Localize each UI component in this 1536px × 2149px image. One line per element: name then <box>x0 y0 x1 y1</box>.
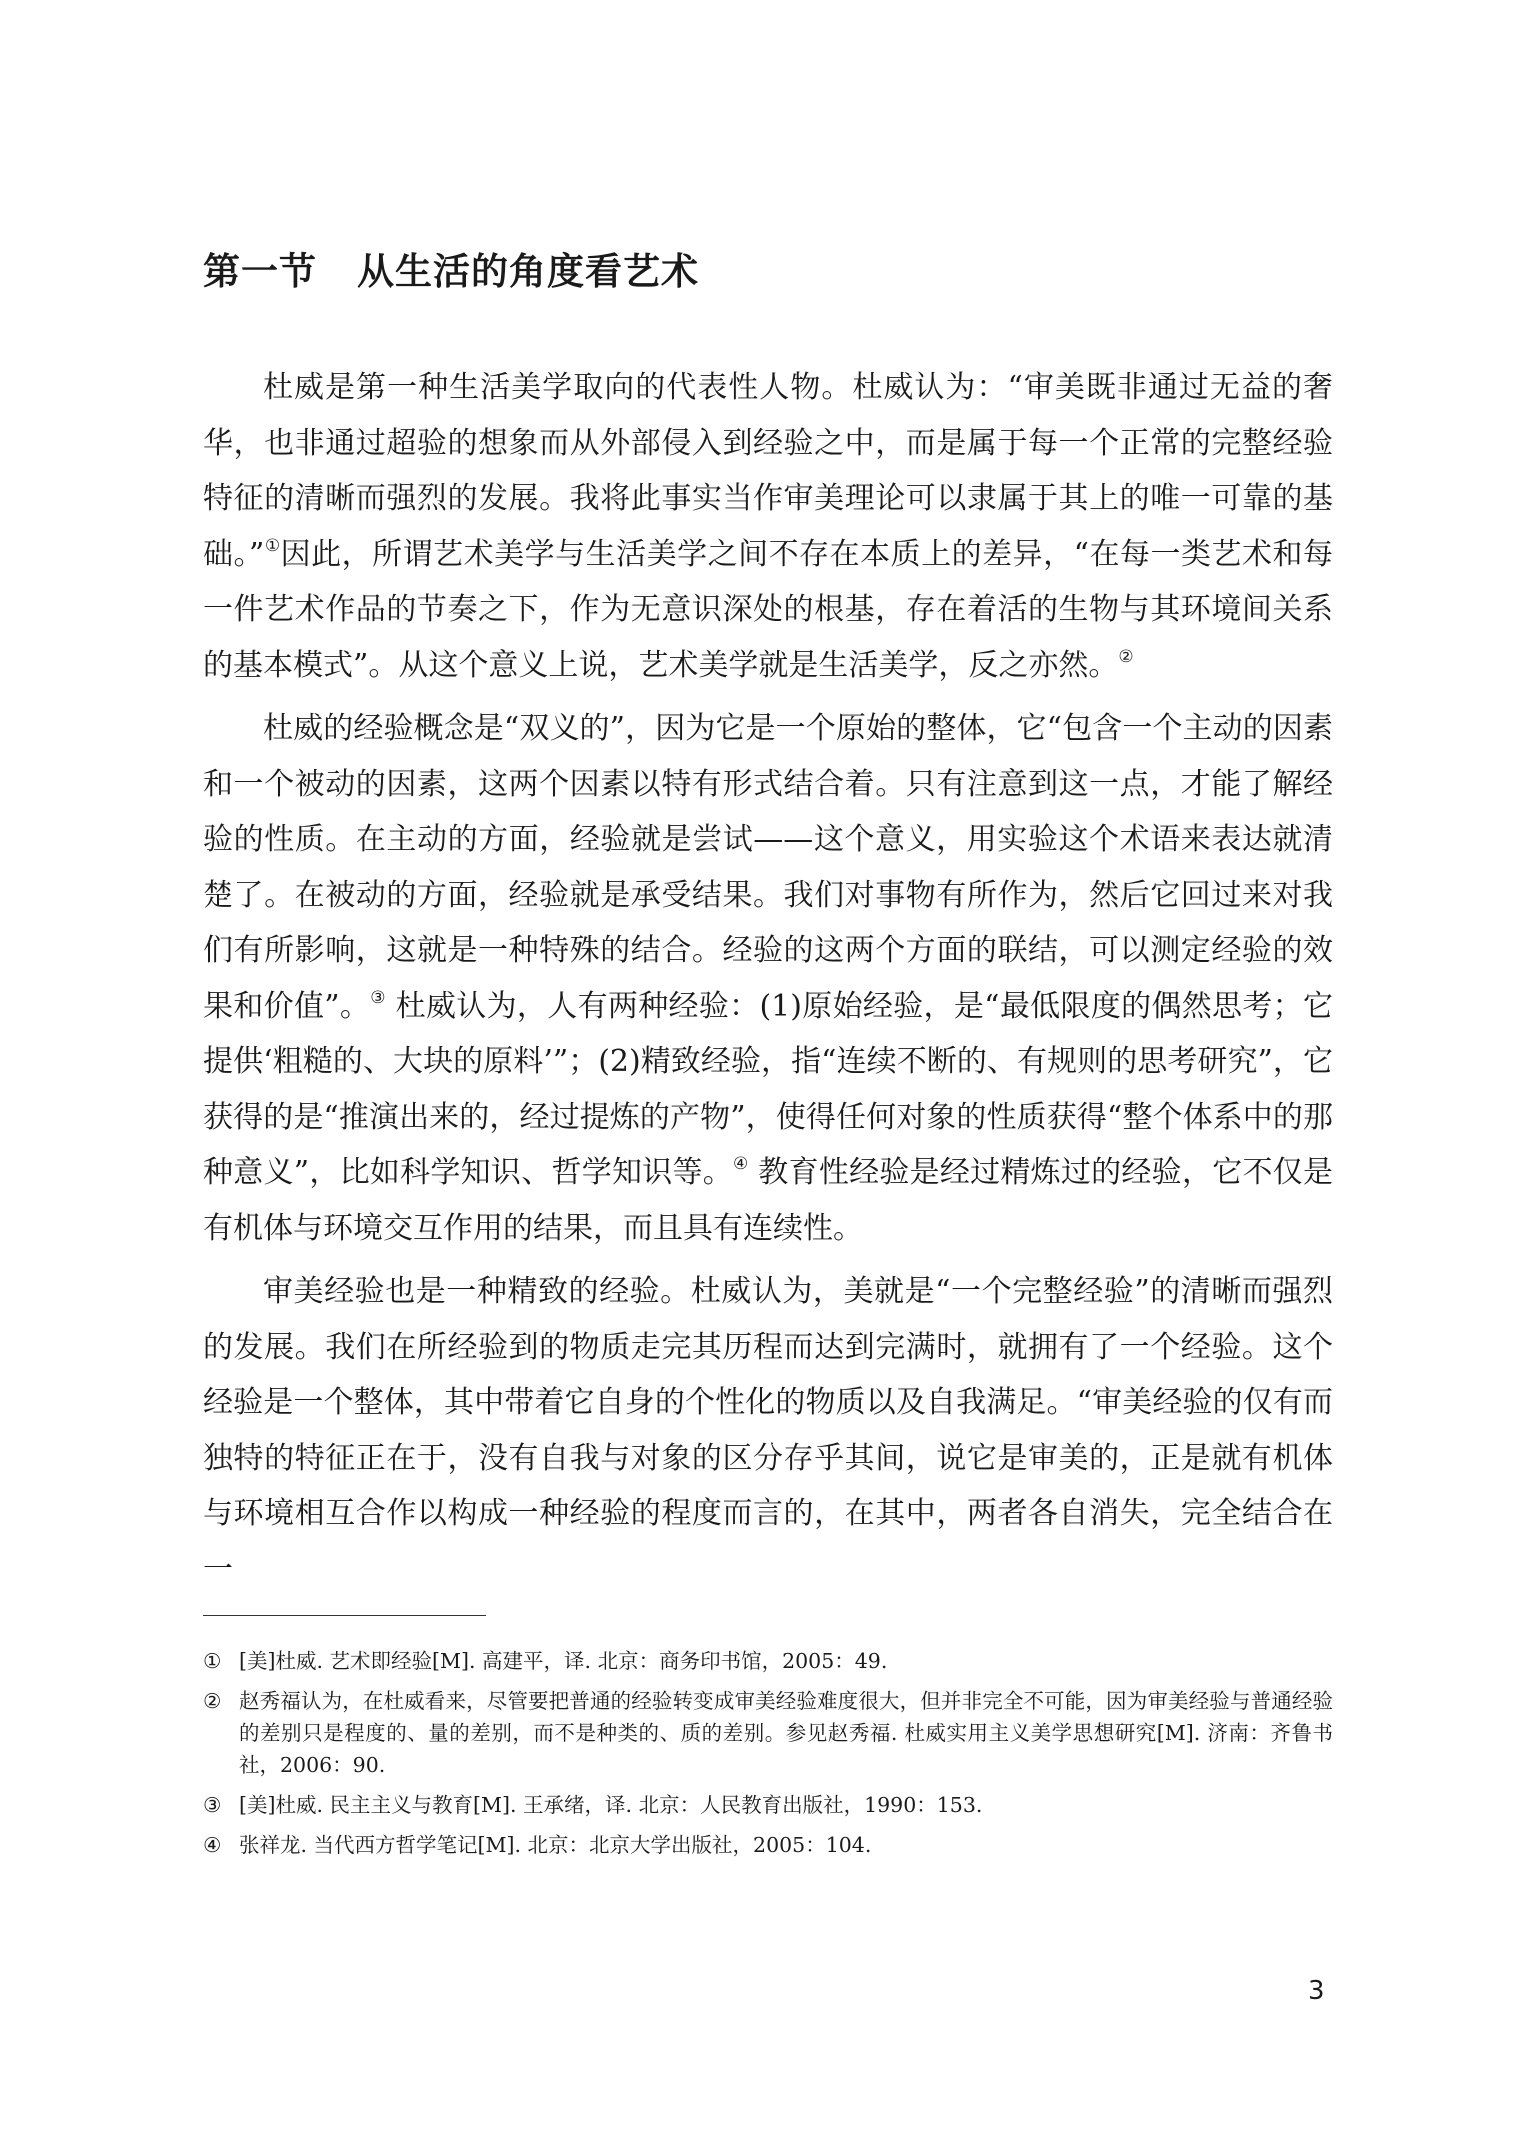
section-number: 第一节 <box>203 250 317 293</box>
paragraph-text: 审美经验也是一种精致的经验。杜威认为，美就是“一个完整经验”的清晰而强烈的发展。我们在所经验到的物质走完其历程而达到完满时，就拥有了一个经验。这个经验是一个整体，其中带着它自身的个性化的物质以及自我满足。“审美经验的仅有而独特的特征正在于，没有自我与对象的区分存乎其间，说它是审美的，正是就有机体与环境相互合作以构成一种经验的程度而言的，在其中，两者各自消失，完全结合在一 <box>203 1274 1333 1587</box>
footnote-1 <box>203 1645 1333 1677</box>
paragraph-1 <box>203 360 1333 693</box>
footnotes <box>203 1645 1333 1869</box>
paragraph-text: 杜威认为，人有两种经验：(1)原始经验，是“最低限度的偶然思考；它提供‘粗糙的、大块的原料’”；(2)精致经验，指“连续不断的、有规则的思考研究”，它获得的是“推演出来的，经过提炼的产物”，使得任何对象的性质获得“整个体系中的那种意义”，比如科学知识、哲学知识等。 <box>203 988 1333 1190</box>
footnote-ref-3: ③ <box>370 987 386 1008</box>
footnote-4 <box>203 1829 1333 1861</box>
section-title: 从生活的角度看艺术 <box>357 250 699 293</box>
footnote-text: 赵秀福认为，在杜威看来，尽管要把普通的经验转变成审美经验难度很大，但并非完全不可能，因为审美经验与普通经验的差别只是程度的、量的差别，而不是种类的、质的差别。参见赵秀福. 杜威实用主义美学思想研究[M]. 济南：齐鲁书社，2006：90. <box>239 1689 1333 1777</box>
paragraph-text: 教育性经验是经过精炼过的经验，它不仅是有机体与环境交互作用的结果，而且具有连续性。 <box>203 1155 1333 1246</box>
footnote-ref-1: ① <box>264 535 281 556</box>
footnote-divider <box>203 1615 486 1616</box>
body-text <box>203 360 1333 1597</box>
paragraph-text: 杜威是第一种生活美学取向的代表性人物。杜威认为：“审美既非通过无益的奢华，也非通过超验的想象而从外部侵入到经验之中，而是属于每一个正常的完整经验特征的清晰而强烈的发展。我将此事实当作审美理论可以隶属于其上的唯一可靠的基础。” <box>203 370 1333 572</box>
footnote-ref-2: ② <box>1118 646 1134 667</box>
footnote-3 <box>203 1789 1333 1821</box>
footnote-marker: ③ <box>203 1793 222 1817</box>
footnote-text: 张祥龙. 当代西方哲学笔记[M]. 北京：北京大学出版社，2005：104. <box>239 1833 872 1857</box>
footnote-marker: ① <box>203 1649 222 1673</box>
paragraph-3 <box>203 1264 1333 1597</box>
section-heading <box>203 247 699 297</box>
paragraph-2 <box>203 701 1333 1256</box>
footnote-text: [美]杜威. 民主主义与教育[M]. 王承绪，译. 北京：人民教育出版社，1990：153. <box>239 1793 983 1817</box>
paragraph-text: 杜威的经验概念是“双义的”，因为它是一个原始的整体，它“包含一个主动的因素和一个被动的因素，这两个因素以特有形式结合着。只有注意到这一点，才能了解经验的性质。在主动的方面，经验就是尝试——这个意义，用实验这个术语来表达就清楚了。在被动的方面，经验就是承受结果。我们对事物有所作为，然后它回过来对我们有所影响，这就是一种特殊的结合。经验的这两个方面的联结，可以测定经验的效果和价值”。 <box>203 711 1333 1024</box>
footnote-marker: ④ <box>203 1833 222 1857</box>
footnote-marker: ② <box>203 1689 222 1713</box>
footnote-ref-4: ④ <box>733 1154 749 1174</box>
page-number: 3 <box>1308 1976 1325 2006</box>
footnote-2 <box>203 1685 1333 1781</box>
footnote-text: [美]杜威. 艺术即经验[M]. 高建平，译. 北京：商务印书馆，2005：49. <box>239 1649 888 1673</box>
paragraph-text: 因此，所谓艺术美学与生活美学之间不存在本质上的差异，“在每一类艺术和每一件艺术作品的节奏之下，作为无意识深处的根基，存在着活的生物与其环境间关系的基本模式”。从这个意义上说，艺术美学就是生活美学，反之亦然。 <box>203 536 1333 683</box>
